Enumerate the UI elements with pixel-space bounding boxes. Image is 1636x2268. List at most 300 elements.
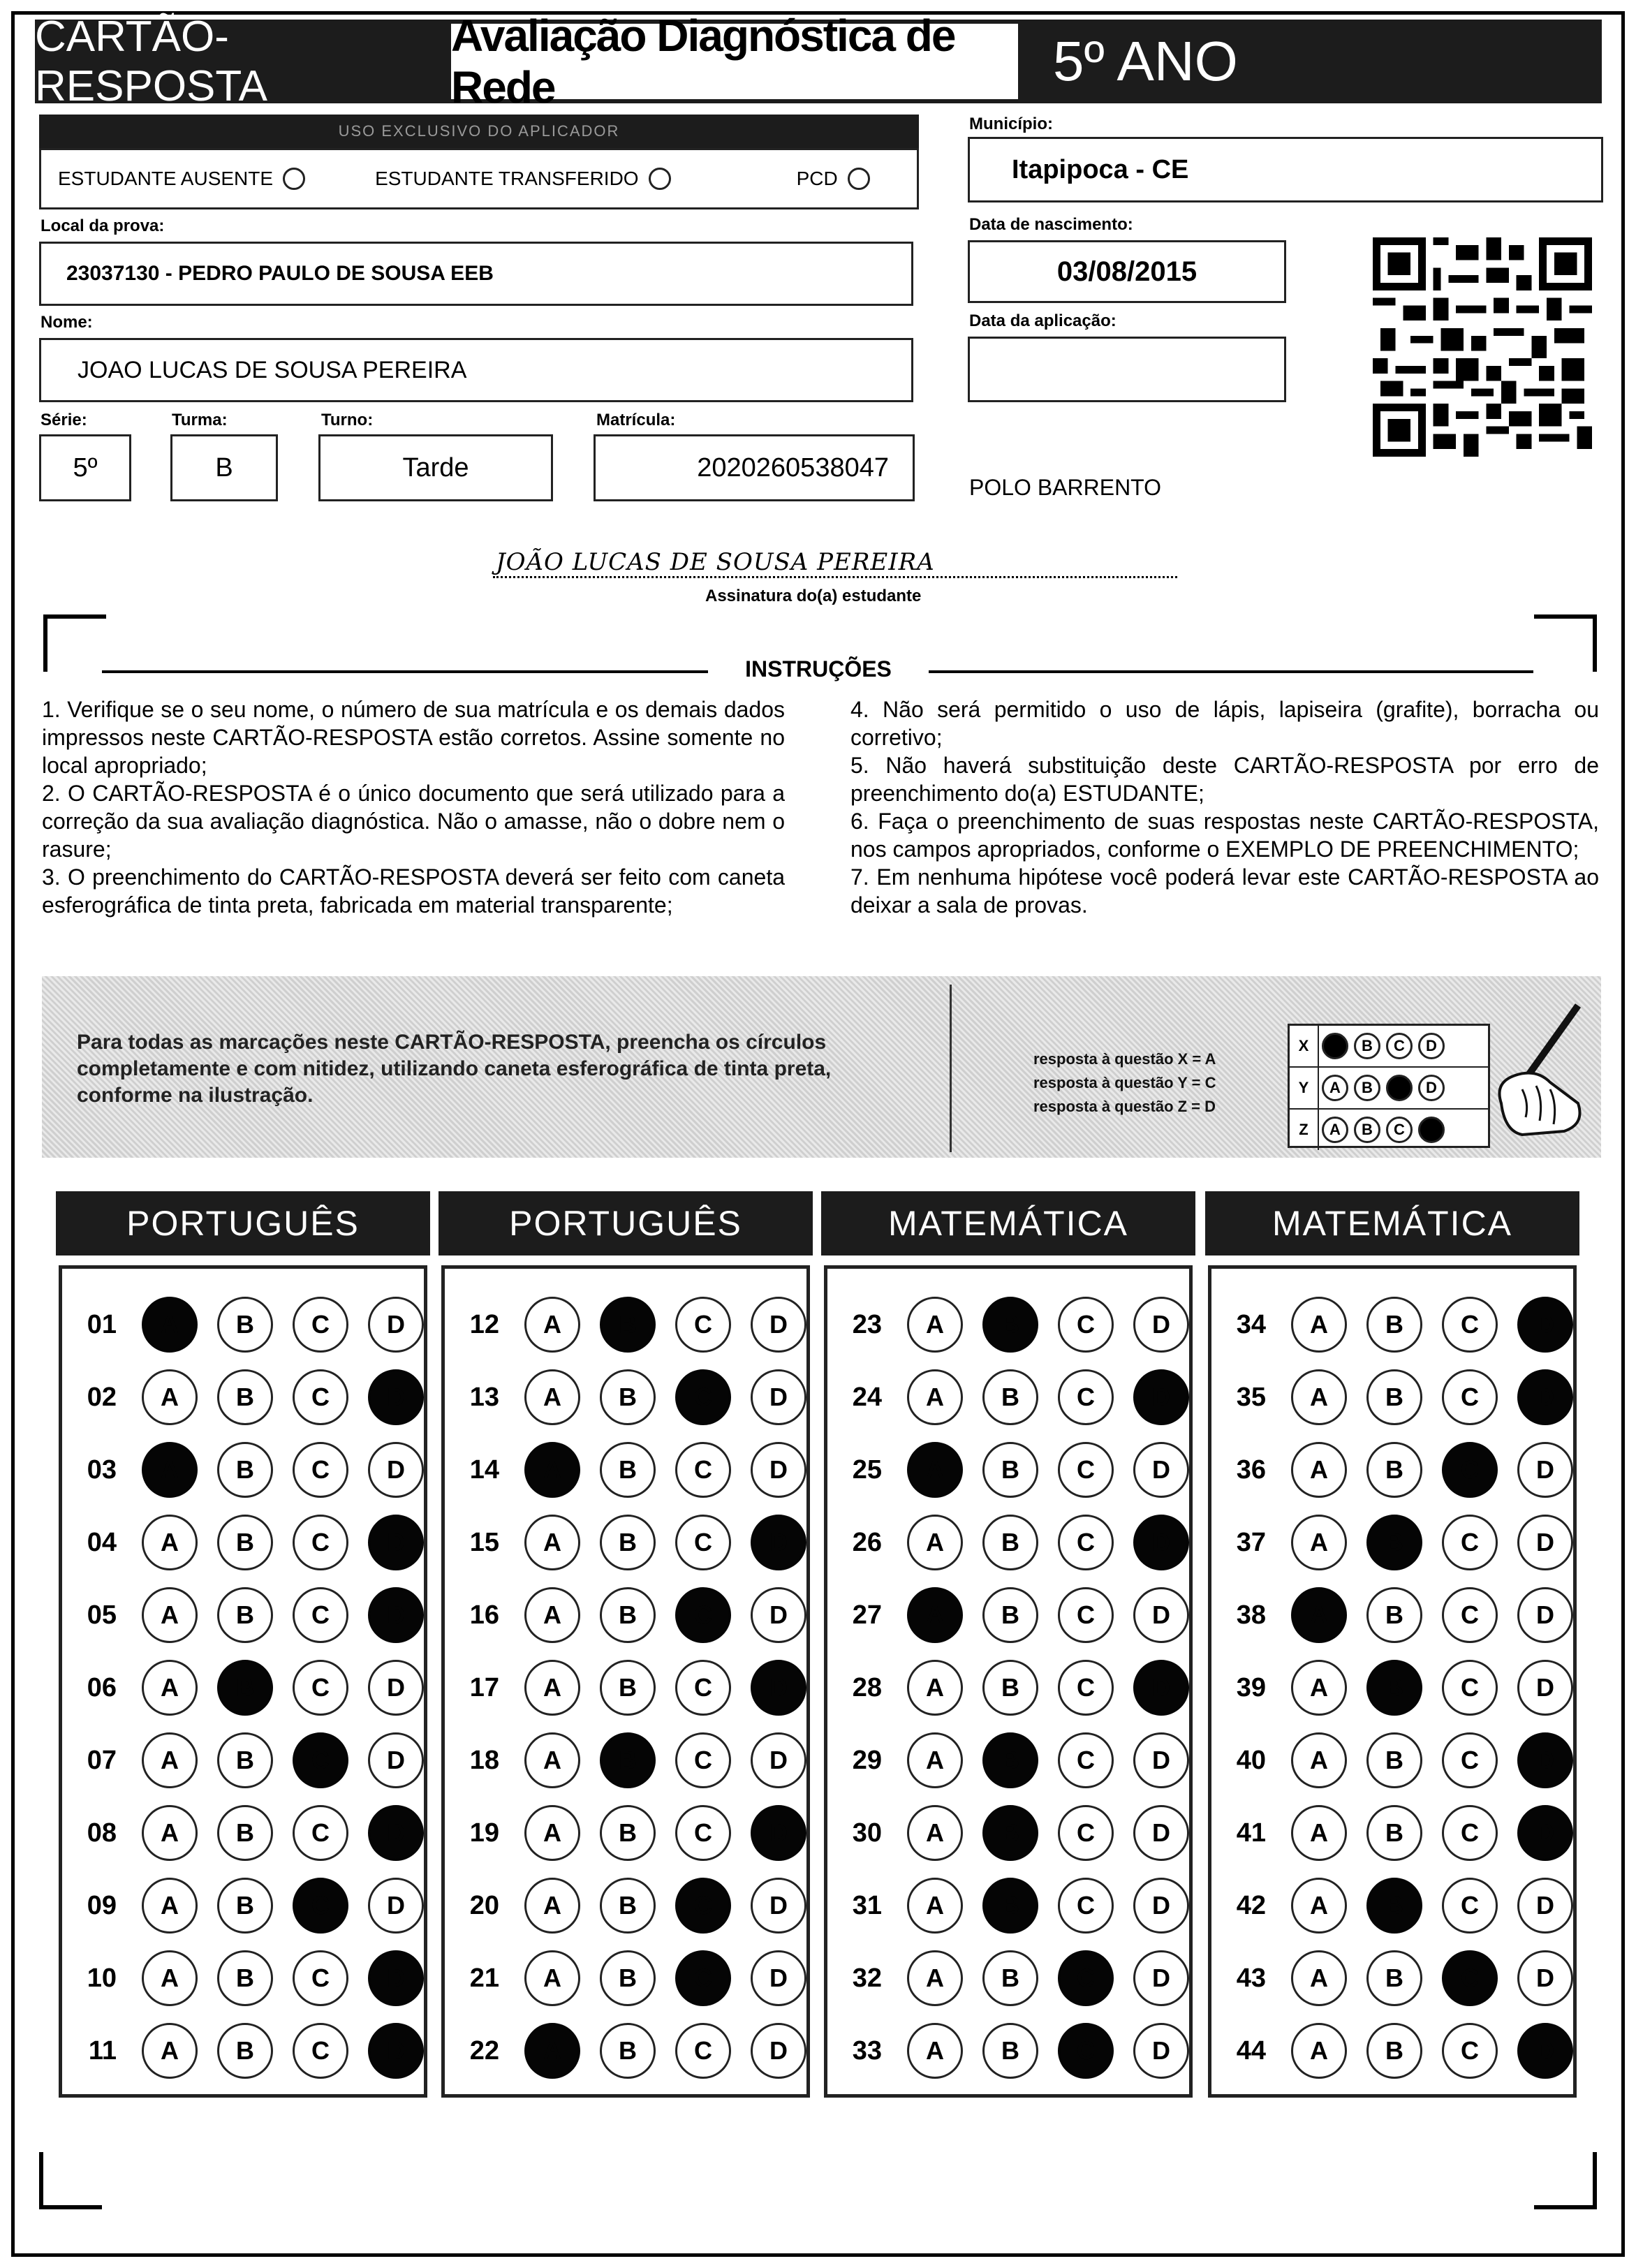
answer-bubble-d[interactable]: D bbox=[1133, 1805, 1189, 1861]
answer-bubble-b[interactable]: B bbox=[1366, 1587, 1422, 1643]
answer-bubble-b[interactable]: B bbox=[1366, 2023, 1422, 2079]
answer-bubble-d[interactable]: D bbox=[751, 1660, 806, 1716]
answer-bubble-c[interactable]: C bbox=[675, 1878, 731, 1934]
answer-bubble-b[interactable]: B bbox=[1366, 1369, 1422, 1425]
answer-bubble-b[interactable]: B bbox=[1366, 1442, 1422, 1498]
answer-bubble-d[interactable]: D bbox=[1133, 1297, 1189, 1353]
answer-column bbox=[441, 1265, 810, 2098]
answer-bubble-c[interactable]: C bbox=[1442, 1515, 1498, 1570]
answer-bubble-a[interactable]: A bbox=[1291, 1515, 1347, 1570]
answer-bubble-a[interactable]: A bbox=[142, 1369, 198, 1425]
corner-mark bbox=[1534, 2152, 1597, 2209]
matricula-label: Matrícula: bbox=[596, 411, 676, 429]
answer-bubble-c[interactable]: C bbox=[1442, 1732, 1498, 1788]
local-label: Local da prova: bbox=[40, 216, 165, 235]
applicator-header: USO EXCLUSIVO DO APLICADOR bbox=[39, 115, 919, 148]
answer-bubble-b[interactable]: B bbox=[982, 1515, 1038, 1570]
question-number: 29 bbox=[852, 1745, 882, 1775]
answer-bubble-c[interactable]: C bbox=[293, 1878, 348, 1934]
answer-bubble-d[interactable]: D bbox=[368, 1660, 424, 1716]
question-row bbox=[445, 1361, 806, 1434]
answer-bubble-a[interactable]: A bbox=[907, 1805, 963, 1861]
answer-bubble-a[interactable]: A bbox=[907, 2023, 963, 2079]
answer-bubble-d[interactable]: D bbox=[751, 1587, 806, 1643]
answer-bubble-b[interactable]: B bbox=[982, 1950, 1038, 2006]
question-row bbox=[445, 1651, 806, 1724]
answer-bubble-b[interactable]: B bbox=[600, 1660, 656, 1716]
question-number: 15 bbox=[469, 1527, 499, 1557]
answer-bubble-c[interactable]: C bbox=[293, 1587, 348, 1643]
answer-bubble-b[interactable]: B bbox=[982, 1805, 1038, 1861]
answer-bubble-c[interactable]: C bbox=[1442, 1805, 1498, 1861]
answer-bubble-b[interactable]: B bbox=[982, 1297, 1038, 1353]
example-row-label: Y bbox=[1290, 1068, 1319, 1108]
question-number: 06 bbox=[87, 1672, 117, 1702]
answer-bubble-b[interactable]: B bbox=[982, 1442, 1038, 1498]
answer-bubble-d[interactable]: D bbox=[751, 1878, 806, 1934]
signature-line bbox=[493, 546, 1177, 578]
question-number: 35 bbox=[1236, 1382, 1266, 1412]
answer-bubble-b[interactable]: B bbox=[217, 1805, 273, 1861]
answer-bubble-a[interactable]: A bbox=[1291, 1950, 1347, 2006]
answer-bubble-b[interactable]: B bbox=[217, 1515, 273, 1570]
instructions-right bbox=[850, 695, 1599, 919]
question-number: 13 bbox=[469, 1382, 499, 1412]
question-row bbox=[1211, 1434, 1573, 1506]
answer-bubble-d[interactable]: D bbox=[1133, 1878, 1189, 1934]
answer-bubble-d[interactable]: D bbox=[1517, 1587, 1573, 1643]
name-field: JOAO LUCAS DE SOUSA PEREIRA bbox=[39, 338, 913, 402]
answer-bubble-c[interactable]: C bbox=[1058, 1950, 1114, 2006]
example-bubble: D bbox=[1418, 1033, 1445, 1059]
answer-bubble-a[interactable]: A bbox=[907, 1369, 963, 1425]
answer-bubble-d[interactable]: D bbox=[1133, 2023, 1189, 2079]
answer-bubble-a[interactable]: A bbox=[142, 1660, 198, 1716]
question-number: 11 bbox=[88, 2035, 117, 2066]
example-row bbox=[1290, 1068, 1488, 1110]
answer-bubble-c[interactable]: C bbox=[675, 1660, 731, 1716]
answer-bubble-a[interactable]: A bbox=[907, 1587, 963, 1643]
answer-bubble-c[interactable]: C bbox=[293, 2023, 348, 2079]
question-row bbox=[827, 1942, 1189, 2015]
signature-caption: Assinatura do(a) estudante bbox=[705, 587, 922, 605]
turma-field: B bbox=[170, 434, 278, 501]
question-number: 33 bbox=[852, 2035, 882, 2066]
question-number: 23 bbox=[852, 1309, 882, 1339]
answer-bubble-d[interactable]: D bbox=[1133, 1515, 1189, 1570]
question-number: 01 bbox=[87, 1309, 117, 1339]
answer-bubble-b[interactable]: B bbox=[217, 1297, 273, 1353]
answer-bubble-a[interactable]: A bbox=[142, 1805, 198, 1861]
answer-bubble-b[interactable]: B bbox=[217, 1950, 273, 2006]
answer-bubble-d[interactable]: D bbox=[368, 1587, 424, 1643]
answer-bubble-b[interactable]: B bbox=[600, 1515, 656, 1570]
answer-bubble-b[interactable]: B bbox=[1366, 1878, 1422, 1934]
question-number: 32 bbox=[852, 1963, 882, 1993]
question-number: 34 bbox=[1236, 1309, 1266, 1339]
absent-label: ESTUDANTE AUSENTE bbox=[58, 168, 274, 189]
answer-bubble-d[interactable]: D bbox=[368, 1878, 424, 1934]
question-row bbox=[1211, 1361, 1573, 1434]
answer-bubble-a[interactable]: A bbox=[524, 1950, 580, 2006]
answer-bubble-c[interactable]: C bbox=[1058, 1515, 1114, 1570]
applicator-box bbox=[39, 148, 919, 209]
answer-bubble-c[interactable]: C bbox=[293, 1660, 348, 1716]
answer-bubble-d[interactable]: D bbox=[1133, 1442, 1189, 1498]
question-row bbox=[1211, 1288, 1573, 1361]
answer-bubble-d[interactable]: D bbox=[1517, 1732, 1573, 1788]
answer-bubble-d[interactable]: D bbox=[1133, 1660, 1189, 1716]
answer-bubble-d[interactable]: D bbox=[1133, 1732, 1189, 1788]
exam-title: Avaliação Diagnóstica de Rede bbox=[451, 20, 1018, 103]
answer-bubble-d[interactable]: D bbox=[368, 1515, 424, 1570]
answer-bubble-a[interactable]: A bbox=[142, 1515, 198, 1570]
rule bbox=[929, 670, 1533, 673]
question-row bbox=[445, 1579, 806, 1651]
answer-bubble-b[interactable]: B bbox=[217, 1732, 273, 1788]
question-number: 40 bbox=[1236, 1745, 1266, 1775]
answer-bubble-d[interactable]: D bbox=[751, 1442, 806, 1498]
question-number: 18 bbox=[469, 1745, 499, 1775]
answer-bubble-c[interactable]: C bbox=[1442, 1297, 1498, 1353]
application-date-label: Data da aplicação: bbox=[969, 311, 1117, 330]
answer-bubble-a[interactable]: A bbox=[1291, 1732, 1347, 1788]
question-number: 44 bbox=[1236, 2035, 1266, 2066]
answer-bubble-b[interactable]: B bbox=[982, 1587, 1038, 1643]
answer-bubble-c[interactable]: C bbox=[675, 1369, 731, 1425]
pen-hand-icon bbox=[1494, 999, 1592, 1138]
example-bubble: B bbox=[1354, 1075, 1380, 1101]
answer-bubble-a[interactable]: A bbox=[142, 1587, 198, 1643]
answer-bubble-d[interactable]: D bbox=[368, 1950, 424, 2006]
question-number: 02 bbox=[87, 1382, 117, 1412]
answer-bubble-c[interactable]: C bbox=[1442, 1369, 1498, 1425]
question-row bbox=[62, 1506, 424, 1579]
question-number: 17 bbox=[469, 1672, 499, 1702]
answer-bubble-b[interactable]: B bbox=[600, 1805, 656, 1861]
question-number: 22 bbox=[469, 2035, 499, 2066]
question-number: 41 bbox=[1236, 1818, 1266, 1848]
answer-bubble-a[interactable]: A bbox=[524, 1442, 580, 1498]
answer-bubble-d[interactable]: D bbox=[368, 1369, 424, 1425]
answer-bubble-b[interactable]: B bbox=[1366, 1297, 1422, 1353]
answer-bubble-b[interactable]: B bbox=[1366, 1660, 1422, 1716]
pcd-circle[interactable] bbox=[848, 168, 870, 190]
answer-bubble-a[interactable]: A bbox=[907, 1297, 963, 1353]
answer-bubble-c[interactable]: C bbox=[1058, 1660, 1114, 1716]
absent-circle[interactable] bbox=[283, 168, 305, 190]
answer-bubble-a[interactable]: A bbox=[142, 2023, 198, 2079]
example-row-label: X bbox=[1290, 1026, 1319, 1066]
question-number: 37 bbox=[1236, 1527, 1266, 1557]
answer-bubble-b[interactable]: B bbox=[600, 2023, 656, 2079]
answer-bubble-d[interactable]: D bbox=[368, 2023, 424, 2079]
example-line: resposta à questão Y = C bbox=[1033, 1074, 1216, 1091]
divider bbox=[950, 985, 952, 1152]
question-row bbox=[62, 1361, 424, 1434]
answer-bubble-a[interactable]: A bbox=[142, 1732, 198, 1788]
answer-bubble-c[interactable]: C bbox=[675, 1515, 731, 1570]
answer-bubble-b[interactable]: B bbox=[1366, 1805, 1422, 1861]
answer-bubble-a[interactable]: A bbox=[524, 1297, 580, 1353]
local-field: 23037130 - PEDRO PAULO DE SOUSA EEB bbox=[39, 242, 913, 306]
answer-bubble-a[interactable]: A bbox=[524, 1878, 580, 1934]
answer-bubble-c[interactable]: C bbox=[675, 1950, 731, 2006]
answer-bubble-b[interactable]: B bbox=[217, 1660, 273, 1716]
example-line: resposta à questão Z = D bbox=[1033, 1098, 1216, 1115]
answer-bubble-c[interactable]: C bbox=[293, 1732, 348, 1788]
answer-bubble-b[interactable]: B bbox=[600, 1950, 656, 2006]
answer-bubble-d[interactable]: D bbox=[368, 1805, 424, 1861]
answer-bubble-d[interactable]: D bbox=[1517, 1369, 1573, 1425]
municipio-label: Município: bbox=[969, 115, 1053, 133]
answer-bubble-c[interactable]: C bbox=[675, 1442, 731, 1498]
answer-bubble-d[interactable]: D bbox=[751, 1950, 806, 2006]
answer-bubble-c[interactable]: C bbox=[1442, 1878, 1498, 1934]
answer-bubble-a[interactable]: A bbox=[524, 1805, 580, 1861]
question-number: 25 bbox=[852, 1455, 882, 1485]
question-row bbox=[445, 1869, 806, 1942]
answer-bubble-b[interactable]: B bbox=[982, 1732, 1038, 1788]
corner-mark bbox=[1534, 614, 1597, 672]
question-number: 20 bbox=[469, 1890, 499, 1920]
answer-bubble-d[interactable]: D bbox=[751, 1369, 806, 1425]
answer-bubble-c[interactable]: C bbox=[293, 1369, 348, 1425]
answer-bubble-d[interactable]: D bbox=[1517, 1878, 1573, 1934]
answer-bubble-c[interactable]: C bbox=[1058, 1442, 1114, 1498]
answer-bubble-a[interactable]: A bbox=[1291, 1369, 1347, 1425]
answer-bubble-a[interactable]: A bbox=[142, 1950, 198, 2006]
question-row bbox=[1211, 2015, 1573, 2087]
answer-bubble-b[interactable]: B bbox=[1366, 1732, 1422, 1788]
question-number: 07 bbox=[87, 1745, 117, 1775]
question-number: 10 bbox=[87, 1963, 117, 1993]
answer-bubble-d[interactable]: D bbox=[751, 1732, 806, 1788]
answer-bubble-b[interactable]: B bbox=[982, 2023, 1038, 2079]
example-bubble: C bbox=[1386, 1033, 1413, 1059]
question-row bbox=[62, 1434, 424, 1506]
example-line: resposta à questão X = A bbox=[1033, 1050, 1216, 1068]
answer-bubble-d[interactable]: D bbox=[1133, 1587, 1189, 1643]
example-bubble: B bbox=[1354, 1033, 1380, 1059]
answer-bubble-a[interactable]: A bbox=[1291, 1805, 1347, 1861]
answer-bubble-b[interactable]: B bbox=[217, 1369, 273, 1425]
answer-bubble-c[interactable]: C bbox=[1058, 1805, 1114, 1861]
answer-bubble-c[interactable]: C bbox=[293, 1442, 348, 1498]
answer-bubble-c[interactable]: C bbox=[675, 2023, 731, 2079]
answer-bubble-c[interactable]: C bbox=[1442, 1660, 1498, 1716]
corner-mark bbox=[39, 2152, 102, 2209]
answer-bubble-c[interactable]: C bbox=[1058, 1369, 1114, 1425]
answer-bubble-a[interactable]: A bbox=[1291, 1442, 1347, 1498]
answer-bubble-d[interactable]: D bbox=[1517, 1805, 1573, 1861]
question-row bbox=[827, 1651, 1189, 1724]
answer-bubble-d[interactable]: D bbox=[751, 1297, 806, 1353]
subject-header: PORTUGUÊS bbox=[439, 1191, 813, 1256]
answer-bubble-d[interactable]: D bbox=[751, 1515, 806, 1570]
answer-bubble-b[interactable]: B bbox=[600, 1297, 656, 1353]
answer-bubble-c[interactable]: C bbox=[1058, 1297, 1114, 1353]
question-row bbox=[827, 1869, 1189, 1942]
transferred-circle[interactable] bbox=[649, 168, 671, 190]
instruction-item: 5. Não haverá substituição deste CARTÃO-RESPOSTA por erro de preenchimento do(a) ESTUDANTE; bbox=[850, 753, 1599, 806]
answer-bubble-b[interactable]: B bbox=[217, 1442, 273, 1498]
question-number: 36 bbox=[1236, 1455, 1266, 1485]
answer-bubble-c[interactable]: C bbox=[675, 1732, 731, 1788]
polo-label: POLO BARRENTO bbox=[969, 475, 1162, 500]
answer-bubble-c[interactable]: C bbox=[293, 1950, 348, 2006]
answer-bubble-b[interactable]: B bbox=[982, 1660, 1038, 1716]
answer-bubble-c[interactable]: C bbox=[1058, 1878, 1114, 1934]
answer-bubble-a[interactable]: A bbox=[524, 1587, 580, 1643]
answer-bubble-a[interactable]: A bbox=[524, 1369, 580, 1425]
question-row bbox=[62, 1797, 424, 1869]
answer-bubble-a[interactable]: A bbox=[907, 1660, 963, 1716]
answer-bubble-a[interactable]: A bbox=[907, 1950, 963, 2006]
example-bubble: A bbox=[1322, 1117, 1348, 1143]
answer-bubble-a[interactable]: A bbox=[907, 1878, 963, 1934]
answer-bubble-a[interactable]: A bbox=[1291, 1660, 1347, 1716]
answer-bubble-c[interactable]: C bbox=[293, 1805, 348, 1861]
corner-mark bbox=[43, 614, 106, 672]
question-row bbox=[827, 1506, 1189, 1579]
question-number: 39 bbox=[1236, 1672, 1266, 1702]
instruction-item: 3. O preenchimento do CARTÃO-RESPOSTA deverá ser feito com caneta esferográfica de tinta preta, fabricada em material transparente; bbox=[42, 864, 785, 918]
answer-bubble-a[interactable]: A bbox=[1291, 1297, 1347, 1353]
answer-bubble-a[interactable]: A bbox=[142, 1878, 198, 1934]
answer-bubble-b[interactable]: B bbox=[600, 1878, 656, 1934]
instruction-item: 7. Em nenhuma hipótese você poderá levar este CARTÃO-RESPOSTA ao deixar a sala de provas. bbox=[850, 864, 1599, 918]
answer-bubble-d[interactable]: D bbox=[368, 1442, 424, 1498]
question-row bbox=[827, 1288, 1189, 1361]
matricula-field: 2020260538047 bbox=[594, 434, 915, 501]
question-number: 24 bbox=[852, 1382, 882, 1412]
answer-bubble-c[interactable]: C bbox=[293, 1297, 348, 1353]
question-row bbox=[1211, 1797, 1573, 1869]
question-row bbox=[827, 1434, 1189, 1506]
answer-bubble-b[interactable]: B bbox=[600, 1369, 656, 1425]
answer-bubble-b[interactable]: B bbox=[217, 1878, 273, 1934]
answer-bubble-c[interactable]: C bbox=[1442, 2023, 1498, 2079]
application-date-field bbox=[968, 337, 1286, 402]
example-row bbox=[1290, 1110, 1488, 1150]
answer-bubble-a[interactable]: A bbox=[907, 1515, 963, 1570]
answer-bubble-c[interactable]: C bbox=[1442, 1950, 1498, 2006]
municipio-field: Itapipoca - CE bbox=[968, 137, 1603, 202]
instruction-item: 6. Faça o preenchimento de suas respostas neste CARTÃO-RESPOSTA, nos campos apropriados, conforme o EXEMPLO DE PREENCHIMENTO; bbox=[850, 809, 1599, 862]
question-number: 03 bbox=[87, 1455, 117, 1485]
question-row bbox=[1211, 1869, 1573, 1942]
question-number: 09 bbox=[87, 1890, 117, 1920]
answer-bubble-c[interactable]: C bbox=[1058, 1587, 1114, 1643]
answer-bubble-c[interactable]: C bbox=[293, 1515, 348, 1570]
example-row-label: Z bbox=[1290, 1110, 1319, 1150]
answer-bubble-a[interactable]: A bbox=[907, 1442, 963, 1498]
example-bubble: C bbox=[1386, 1075, 1413, 1101]
answer-bubble-d[interactable]: D bbox=[751, 2023, 806, 2079]
answer-bubble-b[interactable]: B bbox=[982, 1369, 1038, 1425]
question-row bbox=[62, 1579, 424, 1651]
answer-bubble-a[interactable]: A bbox=[142, 1442, 198, 1498]
example-bubble: D bbox=[1418, 1117, 1445, 1143]
instructions-left bbox=[42, 695, 785, 919]
answer-bubble-d[interactable]: D bbox=[1517, 1442, 1573, 1498]
signature: JOÃO LUCAS DE SOUSA PEREIRA bbox=[496, 548, 935, 576]
question-row bbox=[1211, 1724, 1573, 1797]
answer-bubble-a[interactable]: A bbox=[524, 1732, 580, 1788]
question-number: 38 bbox=[1236, 1600, 1266, 1630]
question-number: 43 bbox=[1236, 1963, 1266, 1993]
answer-bubble-c[interactable]: C bbox=[1058, 1732, 1114, 1788]
answer-bubble-b[interactable]: B bbox=[600, 1442, 656, 1498]
answer-bubble-c[interactable]: C bbox=[675, 1297, 731, 1353]
answer-bubble-d[interactable]: D bbox=[1517, 1660, 1573, 1716]
answer-bubble-b[interactable]: B bbox=[1366, 1515, 1422, 1570]
answer-bubble-d[interactable]: D bbox=[1517, 1515, 1573, 1570]
subject-header: MATEMÁTICA bbox=[1205, 1191, 1579, 1256]
answer-bubble-a[interactable]: A bbox=[524, 1515, 580, 1570]
grade-title: 5º ANO bbox=[1018, 20, 1602, 103]
question-number: 08 bbox=[87, 1818, 117, 1848]
question-number: 21 bbox=[469, 1963, 499, 1993]
answer-bubble-d[interactable]: D bbox=[1517, 1297, 1573, 1353]
answer-bubble-a[interactable]: A bbox=[524, 2023, 580, 2079]
answer-bubble-a[interactable]: A bbox=[1291, 1587, 1347, 1643]
answer-bubble-a[interactable]: A bbox=[524, 1660, 580, 1716]
question-number: 27 bbox=[852, 1600, 882, 1630]
answer-bubble-d[interactable]: D bbox=[1133, 1950, 1189, 2006]
card-title: CARTÃO-RESPOSTA bbox=[35, 20, 451, 103]
question-number: 04 bbox=[87, 1527, 117, 1557]
birth-field: 03/08/2015 bbox=[968, 240, 1286, 303]
answer-bubble-c[interactable]: C bbox=[675, 1587, 731, 1643]
question-row bbox=[827, 2015, 1189, 2087]
answer-bubble-d[interactable]: D bbox=[368, 1732, 424, 1788]
answer-bubble-b[interactable]: B bbox=[1366, 1950, 1422, 2006]
answer-bubble-b[interactable]: B bbox=[982, 1878, 1038, 1934]
answer-bubble-a[interactable]: A bbox=[142, 1297, 198, 1353]
pcd-label: PCD bbox=[796, 168, 838, 189]
answer-bubble-b[interactable]: B bbox=[600, 1732, 656, 1788]
answer-bubble-d[interactable]: D bbox=[1517, 1950, 1573, 2006]
name-label: Nome: bbox=[40, 313, 93, 332]
example-grid bbox=[1288, 1024, 1490, 1148]
rule bbox=[102, 670, 708, 673]
instruction-item: 2. O CARTÃO-RESPOSTA é o único documento que será utilizado para a correção da sua avaliação diagnóstica. Não o amasse, não o dobre nem o rasure; bbox=[42, 781, 785, 862]
question-number: 42 bbox=[1236, 1890, 1266, 1920]
answer-bubble-a[interactable]: A bbox=[1291, 2023, 1347, 2079]
answer-bubble-c[interactable]: C bbox=[1058, 2023, 1114, 2079]
answer-bubble-c[interactable]: C bbox=[1442, 1587, 1498, 1643]
answer-bubble-c[interactable]: C bbox=[1442, 1442, 1498, 1498]
example-bubble: A bbox=[1322, 1033, 1348, 1059]
answer-bubble-a[interactable]: A bbox=[1291, 1878, 1347, 1934]
answer-bubble-d[interactable]: D bbox=[1517, 2023, 1573, 2079]
answer-bubble-c[interactable]: C bbox=[675, 1805, 731, 1861]
subject-header: MATEMÁTICA bbox=[821, 1191, 1195, 1256]
answer-bubble-b[interactable]: B bbox=[217, 2023, 273, 2079]
answer-bubble-d[interactable]: D bbox=[368, 1297, 424, 1353]
question-number: 31 bbox=[852, 1890, 882, 1920]
answer-bubble-a[interactable]: A bbox=[907, 1732, 963, 1788]
answer-bubble-d[interactable]: D bbox=[1133, 1369, 1189, 1425]
answer-bubble-b[interactable]: B bbox=[600, 1587, 656, 1643]
question-row bbox=[62, 2015, 424, 2087]
question-row bbox=[445, 1506, 806, 1579]
example-text: Para todas as marcações neste CARTÃO-RESPOSTA, preencha os círculos completamente e com nitidez, utilizando caneta esferográfica de tinta preta, conforme na ilustração. bbox=[77, 1031, 832, 1107]
answer-bubble-d[interactable]: D bbox=[751, 1805, 806, 1861]
answer-bubble-b[interactable]: B bbox=[217, 1587, 273, 1643]
